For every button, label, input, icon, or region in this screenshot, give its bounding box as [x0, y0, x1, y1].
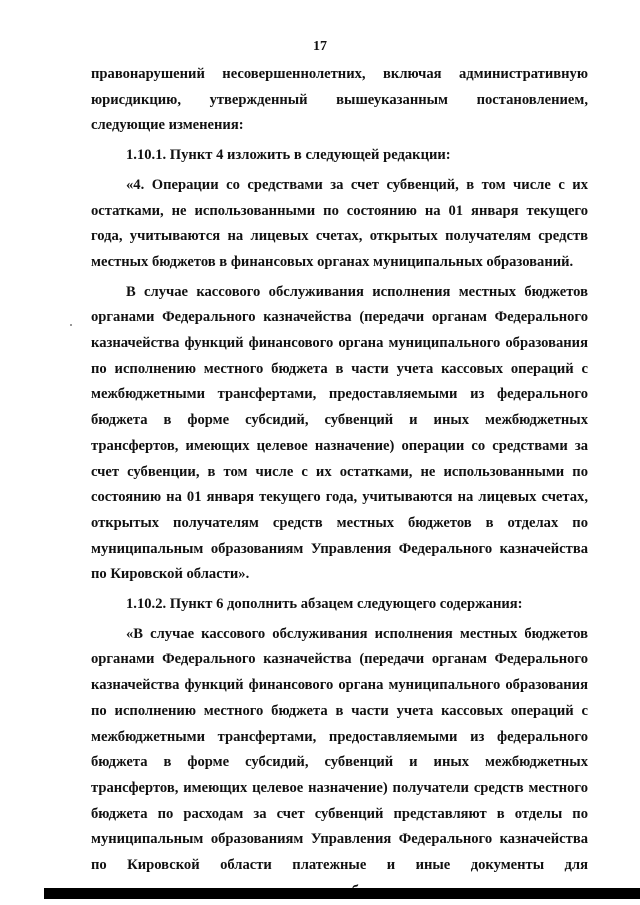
paragraph-item-1-10-2: 1.10.2. Пункт 6 дополнить абзацем следующего содержания: [126, 596, 523, 613]
document-body [91, 62, 588, 905]
paragraph-point-4: «4. Операции со средствами за счет субвенций, в том числе с их остатками, не использованными по состоянию на 01 января текущего года, учитываются на лицевых счетах, открытых получателям средств местных бюджетов в финансовых органах муниципальных образований. [91, 176, 588, 270]
paragraph-intro-continuation: правонарушений несовершеннолетних, включая административную юрисдикцию, утвержденный вышеуказанным постановлением, следующие изменения: [91, 66, 588, 134]
bottom-border-bar [44, 888, 640, 899]
scan-speck [70, 324, 72, 326]
paragraph-cash-servicing-operations: В случае кассового обслуживания исполнения местных бюджетов органами Федерального казначейства (передачи органам Федерального казначейства функций финансового органа муниципального образования по исполнению местного бюджета в части учета кассовых операций с межбюджетными трансфертами, предоставляемыми из федерального бюджета в форме субсидий, субвенций и иных межбюджетных трансфертов, имеющих целевое назначение) операции со средствами за счет субвенции, в том числе с их остатками, не использованными по состоянию на 01 января текущего года, учитываются на лицевых счетах, открытых получателям средств местных бюджетов в отделах по муниципальным образованиям Управления Федерального казначейства по Кировской области». [91, 283, 588, 583]
paragraph-item-1-10-1: 1.10.1. Пункт 4 изложить в следующей редакции: [126, 147, 451, 164]
paragraph-point-6-addition: «В случае кассового обслуживания исполнения местных бюджетов органами Федерального казначейства (передачи органам Федерального казначейства функций финансового органа муниципального образования по исполнению местного бюджета в части учета кассовых операций с межбюджетными трансфертами, предоставляемыми из федерального бюджета в форме субсидий, субвенций и иных межбюджетных трансфертов, имеющих целевое назначение) получатели средств местного бюджета по расходам за счет субвенций представляют в отделы по муниципальным образованиям Управления Федерального казначейства по Кировской области платежные и иные документы для [91, 625, 588, 874]
page-number: 17 [313, 39, 327, 54]
